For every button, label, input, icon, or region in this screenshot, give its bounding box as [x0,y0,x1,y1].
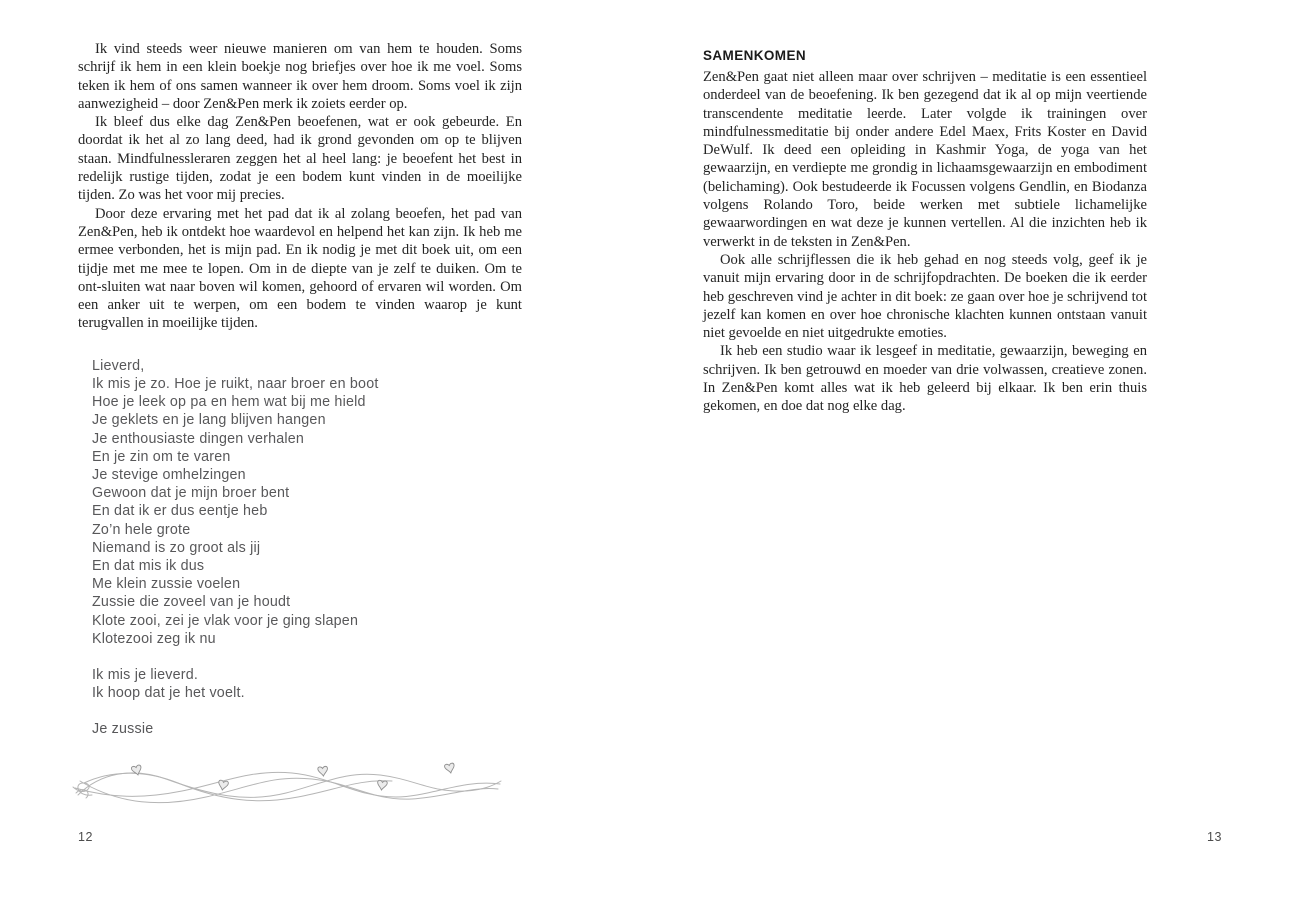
heart-icon [131,764,143,775]
heart-vine-divider [70,753,502,815]
poem-line: Je geklets en je lang blijven hangen [92,412,326,429]
poem-line: Je enthousiaste dingen verhalen [92,430,305,447]
stanza-gap [92,702,522,720]
page-left [78,40,522,815]
section-heading: SAMENKOMEN [703,48,807,63]
page-number-right: 13 [1207,830,1222,844]
poem-line: Niemand is zo groot als jij [92,539,261,556]
heart-icon [377,780,388,791]
heart-icon [444,762,455,773]
body-paragraph: Zen&Pen gaat niet alleen maar over schrijven – meditatie is een essentieel onderdeel van de beoefening. Ik ben gezegend dat ik al op mijn veertiende transcendente meditatie leerde. Later volgde ik trainingen over mindfulnessmeditatie bij onder andere Edel Maex, Frits Koster en David DeWulf. Ik deed een opleiding in Kashmir Yoga, de yoga van het gewaarzijn, en verdiepte me grondig in lichaamsgewaarzijn en embodiment (belichaming). Ook bestudeerde ik Focussen volgens Gendlin, en Biodanza volgens Rolando Toro, beide werken met subtiele lichamelijke gewaarwordingen en wat deze je kunnen vertellen. Al die inzichten heb ik verwerkt in de teksten in Zen&Pen. [703,69,1147,250]
poem-line: Gewoon dat je mijn broer bent [92,485,290,502]
hearts-divider [70,753,502,815]
hearts [131,762,455,790]
poem-line: Je stevige omhelzingen [92,466,246,483]
heart-icon [218,779,229,790]
poem-line: Lieverd, [92,357,145,374]
poem-line: Klotezooi zeg ik nu [92,630,216,647]
heart-icon [318,766,329,776]
poem-line: En dat mis ik dus [92,557,205,574]
page-right [703,48,1147,416]
body-paragraph: Ook alle schrijflessen die ik heb gehad en nog steeds volg, geef ik je vanuit mijn ervaring door in de schrijfopdrachten. De boeken die ik eerder heb geschreven vind je achter in dit boek: ze gaan over hoe je schrijvend tot jezelf kan komen en over hoe chronische klachten kunnen ontstaan vanuit niet gevoelde en niet uitgedrukte emoties. [703,251,1147,342]
poem-line: Je zussie [92,721,154,738]
vine-lines [73,772,501,802]
poem-line: Klote zooi, zei je vlak voor je ging slapen [92,612,359,629]
poem-line: Me klein zussie voelen [92,576,241,593]
poem-line: Ik hoop dat je het voelt. [92,685,245,702]
stanza-gap [92,648,522,666]
poem-line: Hoe je leek op pa en hem wat bij me hield [92,394,366,411]
body-paragraph: Door deze ervaring met het pad dat ik al zolang beoefen, het pad van Zen&Pen, heb ik ontdekt hoe waardevol en helpend het kan zijn. Ik heb me ermee verbonden, het is mijn pad. En ik nodig je met dit boek uit, om een tijdje met me mee te lopen. Om in de diepte van je zelf te duiken. Om te ont-sluiten wat naar boven wil komen, gehoord of ervaren wil worden. Om een anker uit te werpen, om een bodem te vinden waarop je kunt terugvallen in moeilijke tijden. [78,205,522,332]
poem-line: Ik mis je lieverd. [92,667,199,683]
poem-line: En dat ik er dus eentje heb [92,503,268,520]
poem-line: Ik mis je zo. Hoe je ruikt, naar broer en boot [92,375,379,392]
body-paragraph: Ik bleef dus elke dag Zen&Pen beoefenen, wat er ook gebeurde. En doordat ik het al zo lang deed, had ik grond gevonden om op te blijven staan. Mindfulnessleraren zeggen het al heel lang: je beoefent het best in redelijk rustige tijden, zodat je een bodem kunt vinden in de moeilijke tijden. Zo was het voor mij precies. [78,114,522,204]
poem-line: Zo’n hele grote [92,521,191,538]
poem [92,357,522,739]
body-paragraph: Ik vind steeds weer nieuwe manieren om van hem te houden. Soms schrijf ik hem in een klein boekje nog briefjes over hoe ik me voel. Soms teken ik hem of ons samen wanneer ik over hem droom. Soms voel ik zijn aanwezigheid – door Zen&Pen merk ik zoiets eerder op. [78,41,522,112]
body-paragraph: Ik heb een studio waar ik lesgeef in meditatie, gewaarzijn, beweging en schrijven. Ik ben getrouwd en moeder van drie volwassen, creatieve zonen. In Zen&Pen komt alles wat ik heb geleerd bij elkaar. Ik ben erin thuis gekomen, en doe dat nog elke dag. [703,343,1147,415]
poem-line: En je zin om te varen [92,448,231,465]
poem-line: Zussie die zoveel van je houdt [92,594,291,611]
page-number-left: 12 [78,830,93,844]
